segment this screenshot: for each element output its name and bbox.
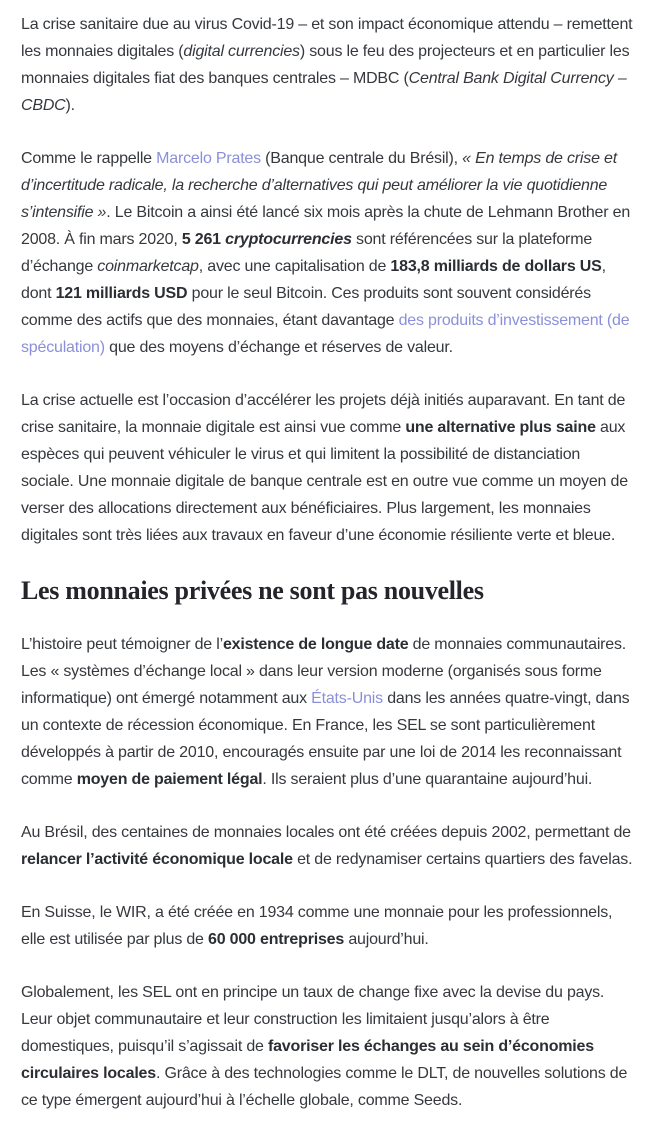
text-run: . Le Bitcoin a ainsi été lancé six mois après la chute de Lehmann Brother en 2008. À fin mars 2020, [21, 204, 631, 248]
inline-link[interactable]: États-Unis [311, 690, 383, 707]
text-run: L’histoire peut témoigner de l’ [21, 636, 223, 653]
text-run: « En temps de crise et d’incertitude radicale, la recherche d’alternatives qui peut améliorer la vie quotidienne s’intensifie » [21, 150, 617, 221]
paragraph-sel-global [21, 979, 633, 1114]
text-run: , dont [21, 258, 606, 302]
text-run: En Suisse, le WIR, a été créée en 1934 comme une monnaie pour les professionnels, elle est utilisée par plus de [21, 904, 613, 948]
paragraph-crypto-figures [21, 145, 633, 361]
text-run: Central Bank Digital Currency – CBDC [21, 70, 627, 114]
paragraph-suisse-wir [21, 899, 633, 953]
text-run: que des moyens d’échange et réserves de valeur. [104, 339, 453, 356]
text-run: coinmarketcap [97, 258, 199, 275]
text-run: 183,8 milliards de dollars US [390, 258, 602, 275]
text-run: La crise actuelle est l’occasion d’accélérer les projets déjà initiés auparavant. En tant de crise sanitaire, la monnaie digitale est ainsi vue comme [21, 392, 626, 436]
text-run: 60 000 entreprises [208, 931, 345, 948]
text-run: 121 milliards USD [55, 285, 188, 302]
text-run: dans les années quatre-vingt, dans un contexte de récession économique. En France, les SEL se sont particulièrement développés à partir de 2010, encouragés ensuite par une loi de 2014 les reconnaissant comme [21, 690, 630, 788]
text-run: favoriser les échanges au sein d’économies circulaires locales [21, 1038, 594, 1082]
text-run: ) sous le feu des projecteurs et en particulier les monnaies digitales fiat des banques centrales – MDBC ( [21, 43, 630, 87]
inline-link[interactable]: Marcelo Prates [156, 150, 261, 167]
text-run: . Grâce à des technologies comme le DLT, de nouvelles solutions de ce type émergent aujourd’hui à l’échelle globale, comme Seeds. [21, 1065, 628, 1109]
text-run: La crise sanitaire due au virus Covid-19 – et son impact économique attendu – remettent les monnaies digitales ( [21, 16, 633, 60]
paragraph-histoire-sel [21, 631, 633, 793]
text-run: moyen de paiement légal [76, 771, 263, 788]
text-run: et de redynamiser certains quartiers des favelas. [292, 851, 633, 868]
section-heading-monnaies-privees: Les monnaies privées ne sont pas nouvelles [21, 576, 484, 605]
paragraph-covid-intro [21, 11, 633, 119]
text-run: ). [65, 97, 75, 114]
text-run: 5 261 [181, 231, 226, 248]
text-run: . Ils seraient plus d’une quarantaine aujourd’hui. [262, 771, 593, 788]
text-run: (Banque centrale du Brésil), [260, 150, 463, 167]
text-run: Au Brésil, des centaines de monnaies locales ont été créées depuis 2002, permettant de [21, 824, 631, 841]
paragraph-bresil [21, 819, 633, 873]
text-run: sont référencées sur la plateforme d’échange [21, 231, 593, 275]
text-run: cryptocurrencies [225, 231, 352, 248]
text-run: Comme le rappelle [21, 150, 157, 167]
text-run: une alternative plus saine [405, 419, 596, 436]
text-run: pour le seul Bitcoin. Ces produits sont souvent considérés comme des actifs que des monnaies, étant davantage [21, 285, 591, 329]
text-run: aujourd’hui. [344, 931, 429, 948]
text-run: , avec une capitalisation de [198, 258, 391, 275]
text-run: de monnaies communautaires. Les « systèmes d’échange local » dans leur version moderne (organisés sous forme informatique) ont émergé notamment aux [21, 636, 627, 707]
text-run: Globalement, les SEL ont en principe un taux de change fixe avec la devise du pays. Leur objet communautaire et leur construction les limitaient jusqu’alors à être domestiques, puisqu’il s’agissait de [21, 984, 605, 1055]
inline-link[interactable]: des produits d’investissement (de spéculation) [21, 312, 630, 356]
paragraph-crise-actuelle [21, 387, 633, 549]
text-run: digital currencies [183, 43, 300, 60]
text-run: relancer l’activité économique locale [21, 851, 293, 868]
text-run: existence de longue date [222, 636, 409, 653]
text-run: aux espèces qui peuvent véhiculer le virus et qui limitent la possibilité de distanciation sociale. Une monnaie digitale de banque centrale est en outre vue comme un moyen de verser des allocations directement aux bénéficiaires. Plus largement, les monnaies digitales sont très liées aux travaux en faveur d’une économie résiliente verte et bleue. [21, 419, 628, 544]
